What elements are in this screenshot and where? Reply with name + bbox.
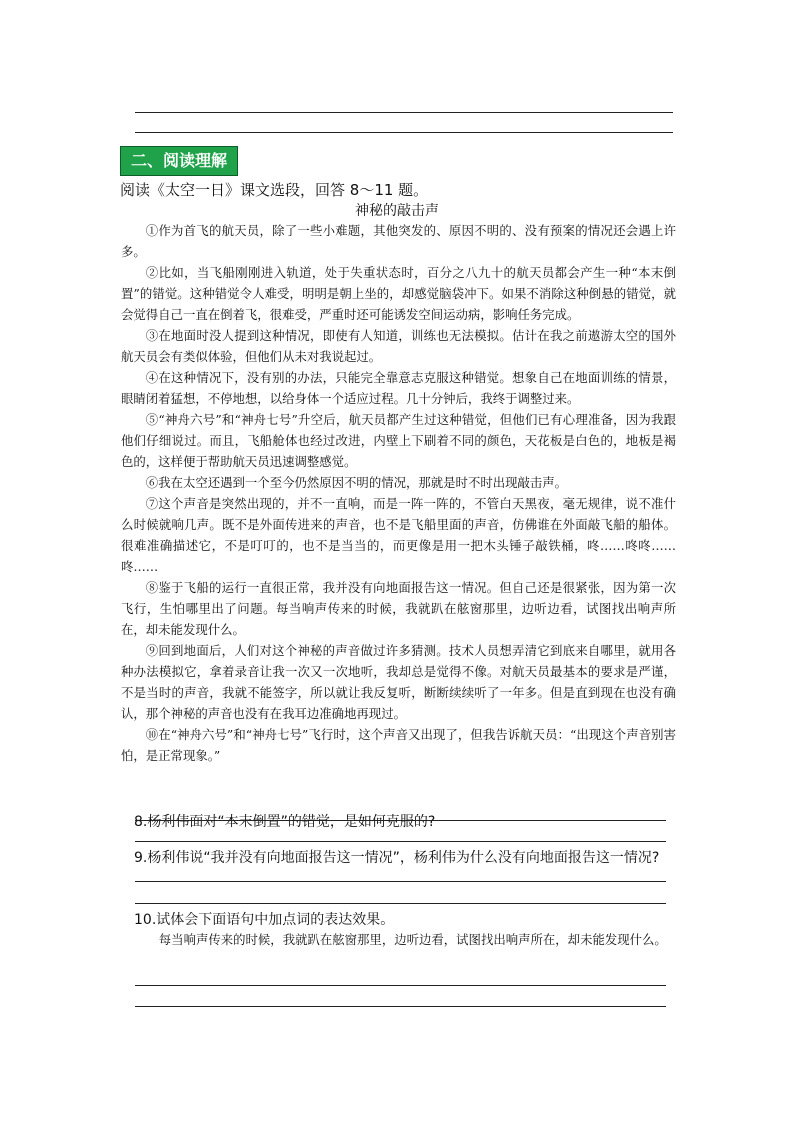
answer-line[interactable] (135, 881, 666, 882)
section-header: 二、阅读理解 (120, 146, 238, 176)
paragraph: ⑦这个声音是突然出现的，并不一直响，而是一阵一阵的，不管白天黑夜，毫无规律，说不准什么时候就响几声。既不是外面传进来的声音，也不是飞船里面的声音，仿佛谁在外面敲飞船的船体。很难准确描述它，不是叮叮的，也不是当当的，而更像是用一把木头锤子敲铁桶，咚……咚咚……咚…… (121, 496, 676, 574)
paragraph: ⑨回到地面后，人们对这个神秘的声音做过许多猜测。技术人员想弄清它到底来自哪里，就用各种办法模拟它，拿着录音让我一次又一次地听，我却总是觉得不像。对航天员最基本的要求是严谨，不是当时的声音，我就不能签字，所以就让我反复听，断断续续听了一年多。但是直到现在也没有确认，那个神秘的声音也没有在我耳边准确地再现过。 (121, 643, 676, 721)
passage-title: 神秘的敲击声 (355, 203, 439, 219)
answer-line[interactable] (135, 985, 666, 986)
paragraph: ⑧鉴于飞船的运行一直很正常，我并没有向地面报告这一情况。但自己还是很紧张，因为第一次飞行，生怕哪里出了问题。每当响声传来的时候，我就趴在舷窗那里，边听边看，试图找出响声所在，却未能发现什么。 (121, 580, 676, 637)
question-8: 8.杨利伟面对“本末倒置”的错觉，是如何克服的? (134, 814, 436, 830)
paragraph: ②比如，当飞船刚刚进入轨道，处于失重状态时，百分之八九十的航天员都会产生一种“本末倒置”的错觉。这种错觉令人难受，明明是朝上坐的，却感觉脑袋冲下。如果不消除这种倒悬的错觉，就会觉得自己一直在倒着飞，很难受，严重时还可能诱发空间运动病，影响任务完成。 (121, 265, 676, 322)
answer-line[interactable] (135, 820, 666, 821)
answer-line (135, 132, 673, 133)
instruction: 阅读《太空一日》课文选段，回答 8～11 题。 (120, 181, 429, 199)
answer-line (135, 112, 673, 113)
paragraph: ⑤“神舟六号”和“神舟七号”升空后，航天员都产生过这种错觉，但他们已有心理准备，因为我跟他们仔细说过。而且，飞船舱体也经过改进，内壁上下刷着不同的颜色，天花板是白色的，地板是褐色的，这样便于帮助航天员迅速调整感觉。 (121, 412, 676, 469)
answer-line[interactable] (135, 1006, 666, 1007)
question-9: 9.杨利伟说“我并没有向地面报告这一情况”，杨利伟为什么没有向地面报告这一情况? (134, 850, 660, 866)
answer-line[interactable] (135, 841, 666, 842)
paragraph: ①作为首飞的航天员，除了一些小难题，其他突发的、原因不明的、没有预案的情况还会遇上许多。 (121, 223, 676, 259)
passage (121, 220, 676, 766)
paragraph: ⑩在“神舟六号”和“神舟七号”飞行时，这个声音又出现了，但我告诉航天员：“出现这个声音别害怕，是正常现象。” (121, 727, 676, 763)
quoted-sentence: 每当响声传来的时候，我就趴在舷窗那里，边听边看，试图找出响声所在，却未能发现什么。 (158, 932, 667, 947)
answer-line[interactable] (135, 903, 666, 904)
paragraph: ③在地面时没人提到这种情况，即使有人知道，训练也无法模拟。估计在我之前遨游太空的国外航天员会有类似体验，但他们从未对我说起过。 (121, 328, 676, 364)
question-10: 10.试体会下面语句中加点词的表达效果。 (134, 912, 395, 928)
paragraph: ④在这种情况下，没有别的办法，只能完全靠意志克服这种错觉。想象自己在地面训练的情景，眼睛闭着猛想，不停地想，以给身体一个适应过程。几十分钟后，我终于调整过来。 (121, 370, 676, 406)
paragraph: ⑥我在太空还遇到一个至今仍然原因不明的情况，那就是时不时出现敲击声。 (145, 475, 568, 490)
